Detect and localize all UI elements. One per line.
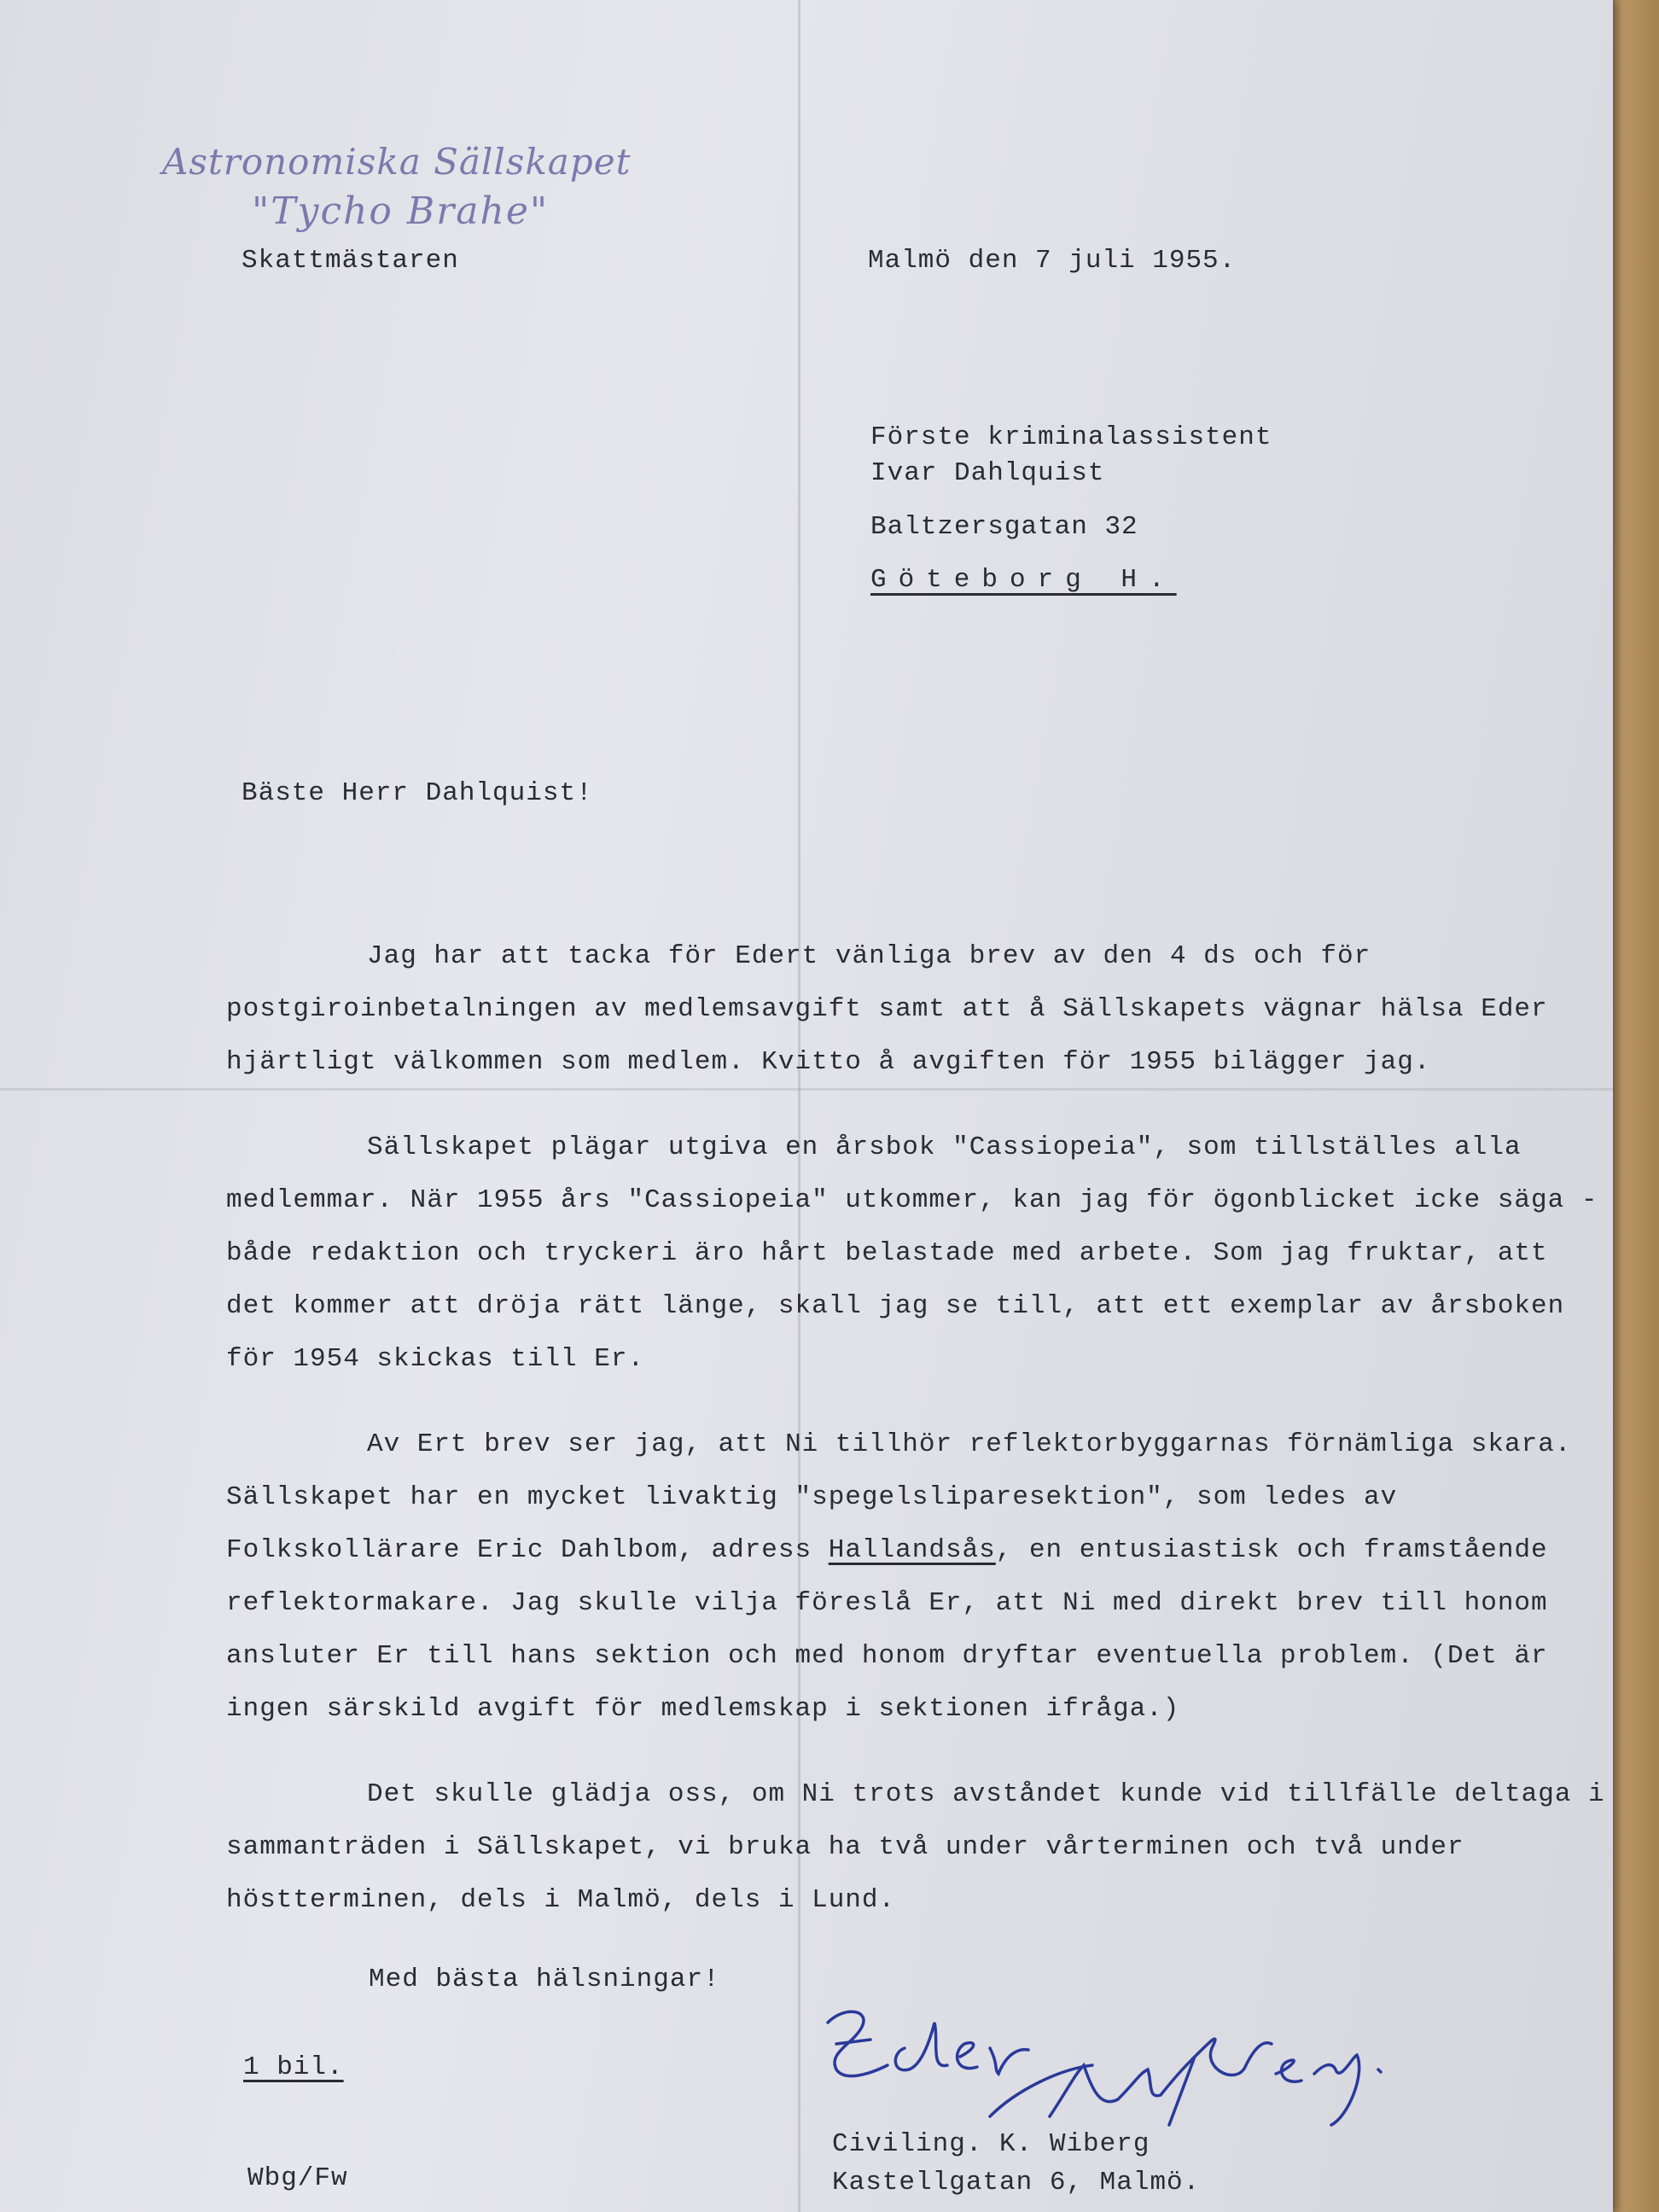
recipient-title: Förste kriminalassistent [870,422,1272,452]
letter-body [226,930,1609,1959]
reference-initials: Wbg/Fw [247,2163,348,2193]
society-stamp-line1: Astronomiska Sällskapet [162,141,632,183]
place-hallandsas: Hallandsås [828,1535,996,1565]
enclosure-note: 1 bil. [243,2052,344,2082]
recipient-city: Göteborg H. [870,565,1177,595]
paragraph-mirror-section-b: , en entusiastisk och framstående reflektormakare. Jag skulle vilja föreslå Er, att Ni med direkt brev till honom ansluter Er till hans sektion och med honom dryftar eventuella problem. (Det är ingen särskild avgift för medlemskap i sektionen ifråga.) [226,1535,1548,1724]
recipient-name: Ivar Dahlquist [870,458,1105,488]
paragraph-yearbook: Sällskapet plägar utgiva en årsbok "Cassiopeia", som tillställes alla medlemmar. När 1955 års "Cassiopeia" utkommer, kan jag för ögonblicket icke säga - både redaktion och tryckeri äro hårt belastade med arbete. Som jag fruktar, att det kommer att dröja rätt länge, skall jag se till, att ett exemplar av årsboken för 1954 skickas till Er. [226,1132,1598,1374]
paragraph-mirror-section-a: Av Ert brev ser jag, att Ni tillhör reflektorbyggarnas förnämliga skara. Sällskapet har en mycket livaktig "spegelsliparesektion", som ledes av Folkskollärare Eric Dahlbom, adress [226,1429,1572,1565]
paragraph-mirror-section [226,1418,1609,1736]
signer-address: Kastellgatan 6, Malmö. [832,2168,1201,2197]
handwritten-signature [811,1988,1425,2142]
paragraph-meetings: Det skulle glädja oss, om Ni trots avståndet kunde vid tillfälle deltaga i sammanträden i Sällskapet, vi bruka ha två under vårterminen och två under höstterminen, dels i Malmö, dels i Lund. [226,1779,1605,1915]
signer-name: Civiling. K. Wiberg [832,2129,1150,2159]
salutation: Bäste Herr Dahlquist! [242,778,593,808]
recipient-street: Baltzersgatan 32 [870,512,1138,542]
society-stamp-line2: "Tycho Brahe" [252,189,550,233]
place-date: Malmö den 7 juli 1955. [868,246,1237,276]
paragraph-thanks: Jag har att tacka för Edert vänliga brev av den 4 ds och för postgiroinbetalningen av medlemsavgift samt att å Sällskapets vägnar hälsa Eder hjärtligt välkommen som medlem. Kvitto å avgiften för 1955 bilägger jag. [226,941,1548,1077]
closing: Med bästa hälsningar! [369,1965,720,1994]
sender-role: Skattmästaren [242,246,459,276]
